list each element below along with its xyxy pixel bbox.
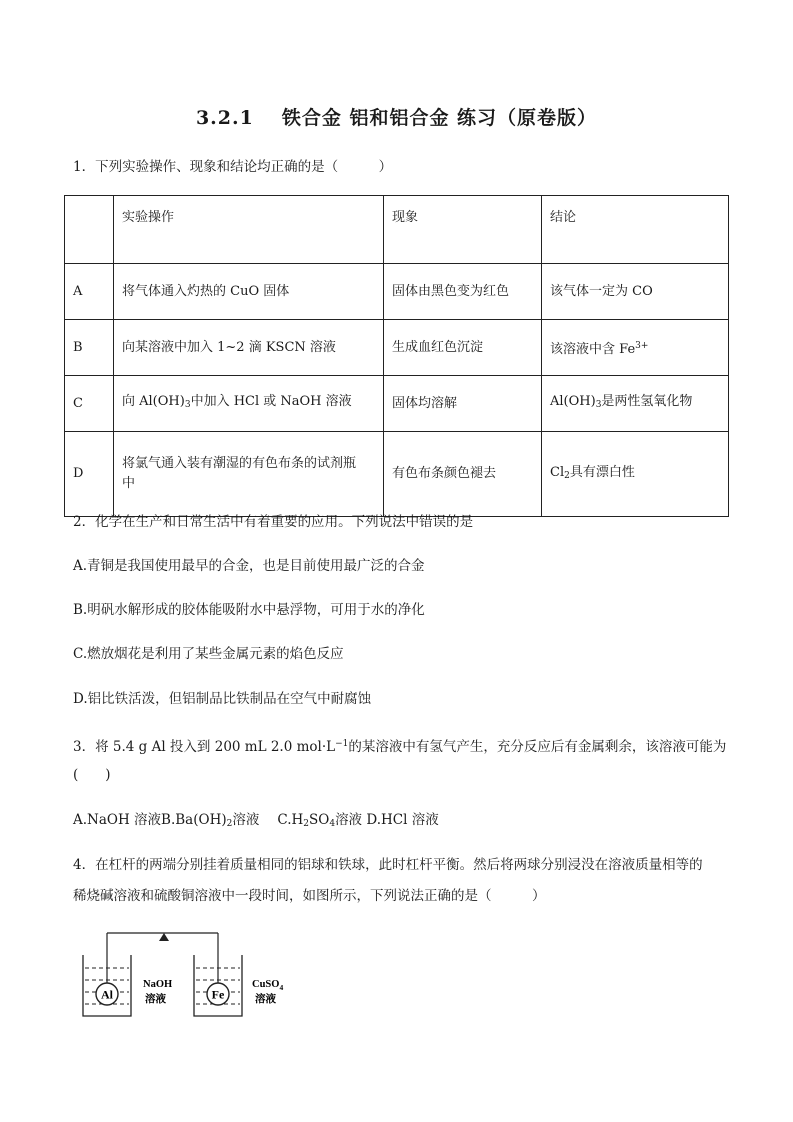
q4-stem-line1: 4．在杠杆的两端分别挂着质量相同的铝球和铁球，此时杠杆平衡。然后将两球分别浸没在溶液质量相等的 [73, 857, 703, 873]
header-cell-operation: 实验操作 [114, 196, 384, 264]
q3-option-a: A.NaOH 溶液 [73, 812, 162, 828]
q3-options [73, 810, 439, 834]
q3-stem: 3．将 5.4 g Al 投入到 200 mL 2.0 $mol\cdot L^{-1}$的某溶液中有氢气产生，充分反应后有金属剩余，该溶液可能为 [73, 739, 727, 755]
row-label: A [65, 264, 114, 320]
header-cell-label [65, 196, 114, 264]
table-row [65, 264, 729, 320]
table-row [65, 320, 729, 376]
row-operation: 向某溶液中加入 1~2 滴 KSCN 溶液 [114, 320, 384, 376]
q2-stem: 2．化学在生产和日常生活中有着重要的应用。下列说法中错误的是 [73, 514, 474, 530]
cuso4-label: CuSO$_4$ [252, 979, 284, 992]
row-conclusion: $Cl_2$具有漂白性 [542, 432, 729, 517]
naoh-solution-label: 溶液 [145, 993, 166, 1005]
table-header-row [65, 196, 729, 264]
row-conclusion: $Al(OH)_3$是两性氢氧化物 [542, 376, 729, 432]
title-text: 铁合金 铝和铝合金 练习（原卷版） [281, 107, 598, 129]
q3-option-d: D.HCl 溶液 [366, 812, 439, 828]
cuso4-solution-label: 溶液 [255, 993, 276, 1005]
row-label: B [65, 320, 114, 376]
q3-answer-blank: ( ) [73, 767, 111, 783]
table-row [65, 376, 729, 432]
row-operation: 向 $Al(OH)_3$中加入 HCl 或 NaOH 溶液 [114, 376, 384, 432]
naoh-label: NaOH [143, 979, 173, 990]
row-label: C [65, 376, 114, 432]
row-conclusion: 该气体一定为 CO [542, 264, 729, 320]
section-number: 3.2.1 [195, 107, 254, 129]
header-cell-conclusion: 结论 [542, 196, 729, 264]
row-phenomenon: 有色布条颜色褪去 [384, 432, 542, 517]
q1-table [64, 195, 729, 517]
q2-option-d: D.铝比铁活泼，但铝制品比铁制品在空气中耐腐蚀 [73, 691, 372, 707]
row-operation: 将气体通入灼热的 CuO 固体 [114, 264, 384, 320]
page-title [0, 103, 793, 130]
q2-option-c: C.燃放烟花是利用了某些金属元素的焰色反应 [73, 646, 344, 662]
q4-stem-line2: 稀烧碱溶液和硫酸铜溶液中一段时间，如图所示，下列说法正确的是（ ） [73, 888, 546, 904]
header-cell-phenomenon: 现象 [384, 196, 542, 264]
row-operation: 将氯气通入装有潮湿的有色布条的试剂瓶 中 [114, 432, 384, 517]
row-phenomenon: 固体由黑色变为红色 [384, 264, 542, 320]
q2-option-a: A.青铜是我国使用最早的合金，也是目前使用最广泛的合金 [73, 558, 425, 574]
q2-option-b: B.明矾水解形成的胶体能吸附水中悬浮物，可用于水的净化 [73, 602, 425, 618]
row-conclusion: 该溶液中含 $Fe^{3+}$ [542, 320, 729, 376]
q1-stem: 1．下列实验操作、现象和结论均正确的是（ ） [73, 159, 393, 175]
q3-option-c: $C.H_2SO_4$溶液 [277, 812, 363, 829]
lever-diagram [80, 928, 300, 1023]
aluminum-ball-label: Al [101, 987, 113, 1002]
row-label: D [65, 432, 114, 517]
row-phenomenon: 固体均溶解 [384, 376, 542, 432]
iron-ball-label: Fe [211, 987, 225, 1002]
table-row [65, 432, 729, 517]
q3-option-b: $B.Ba(OH)_2$溶液 [161, 812, 260, 829]
row-phenomenon: 生成血红色沉淀 [384, 320, 542, 376]
fulcrum-icon [159, 933, 169, 941]
